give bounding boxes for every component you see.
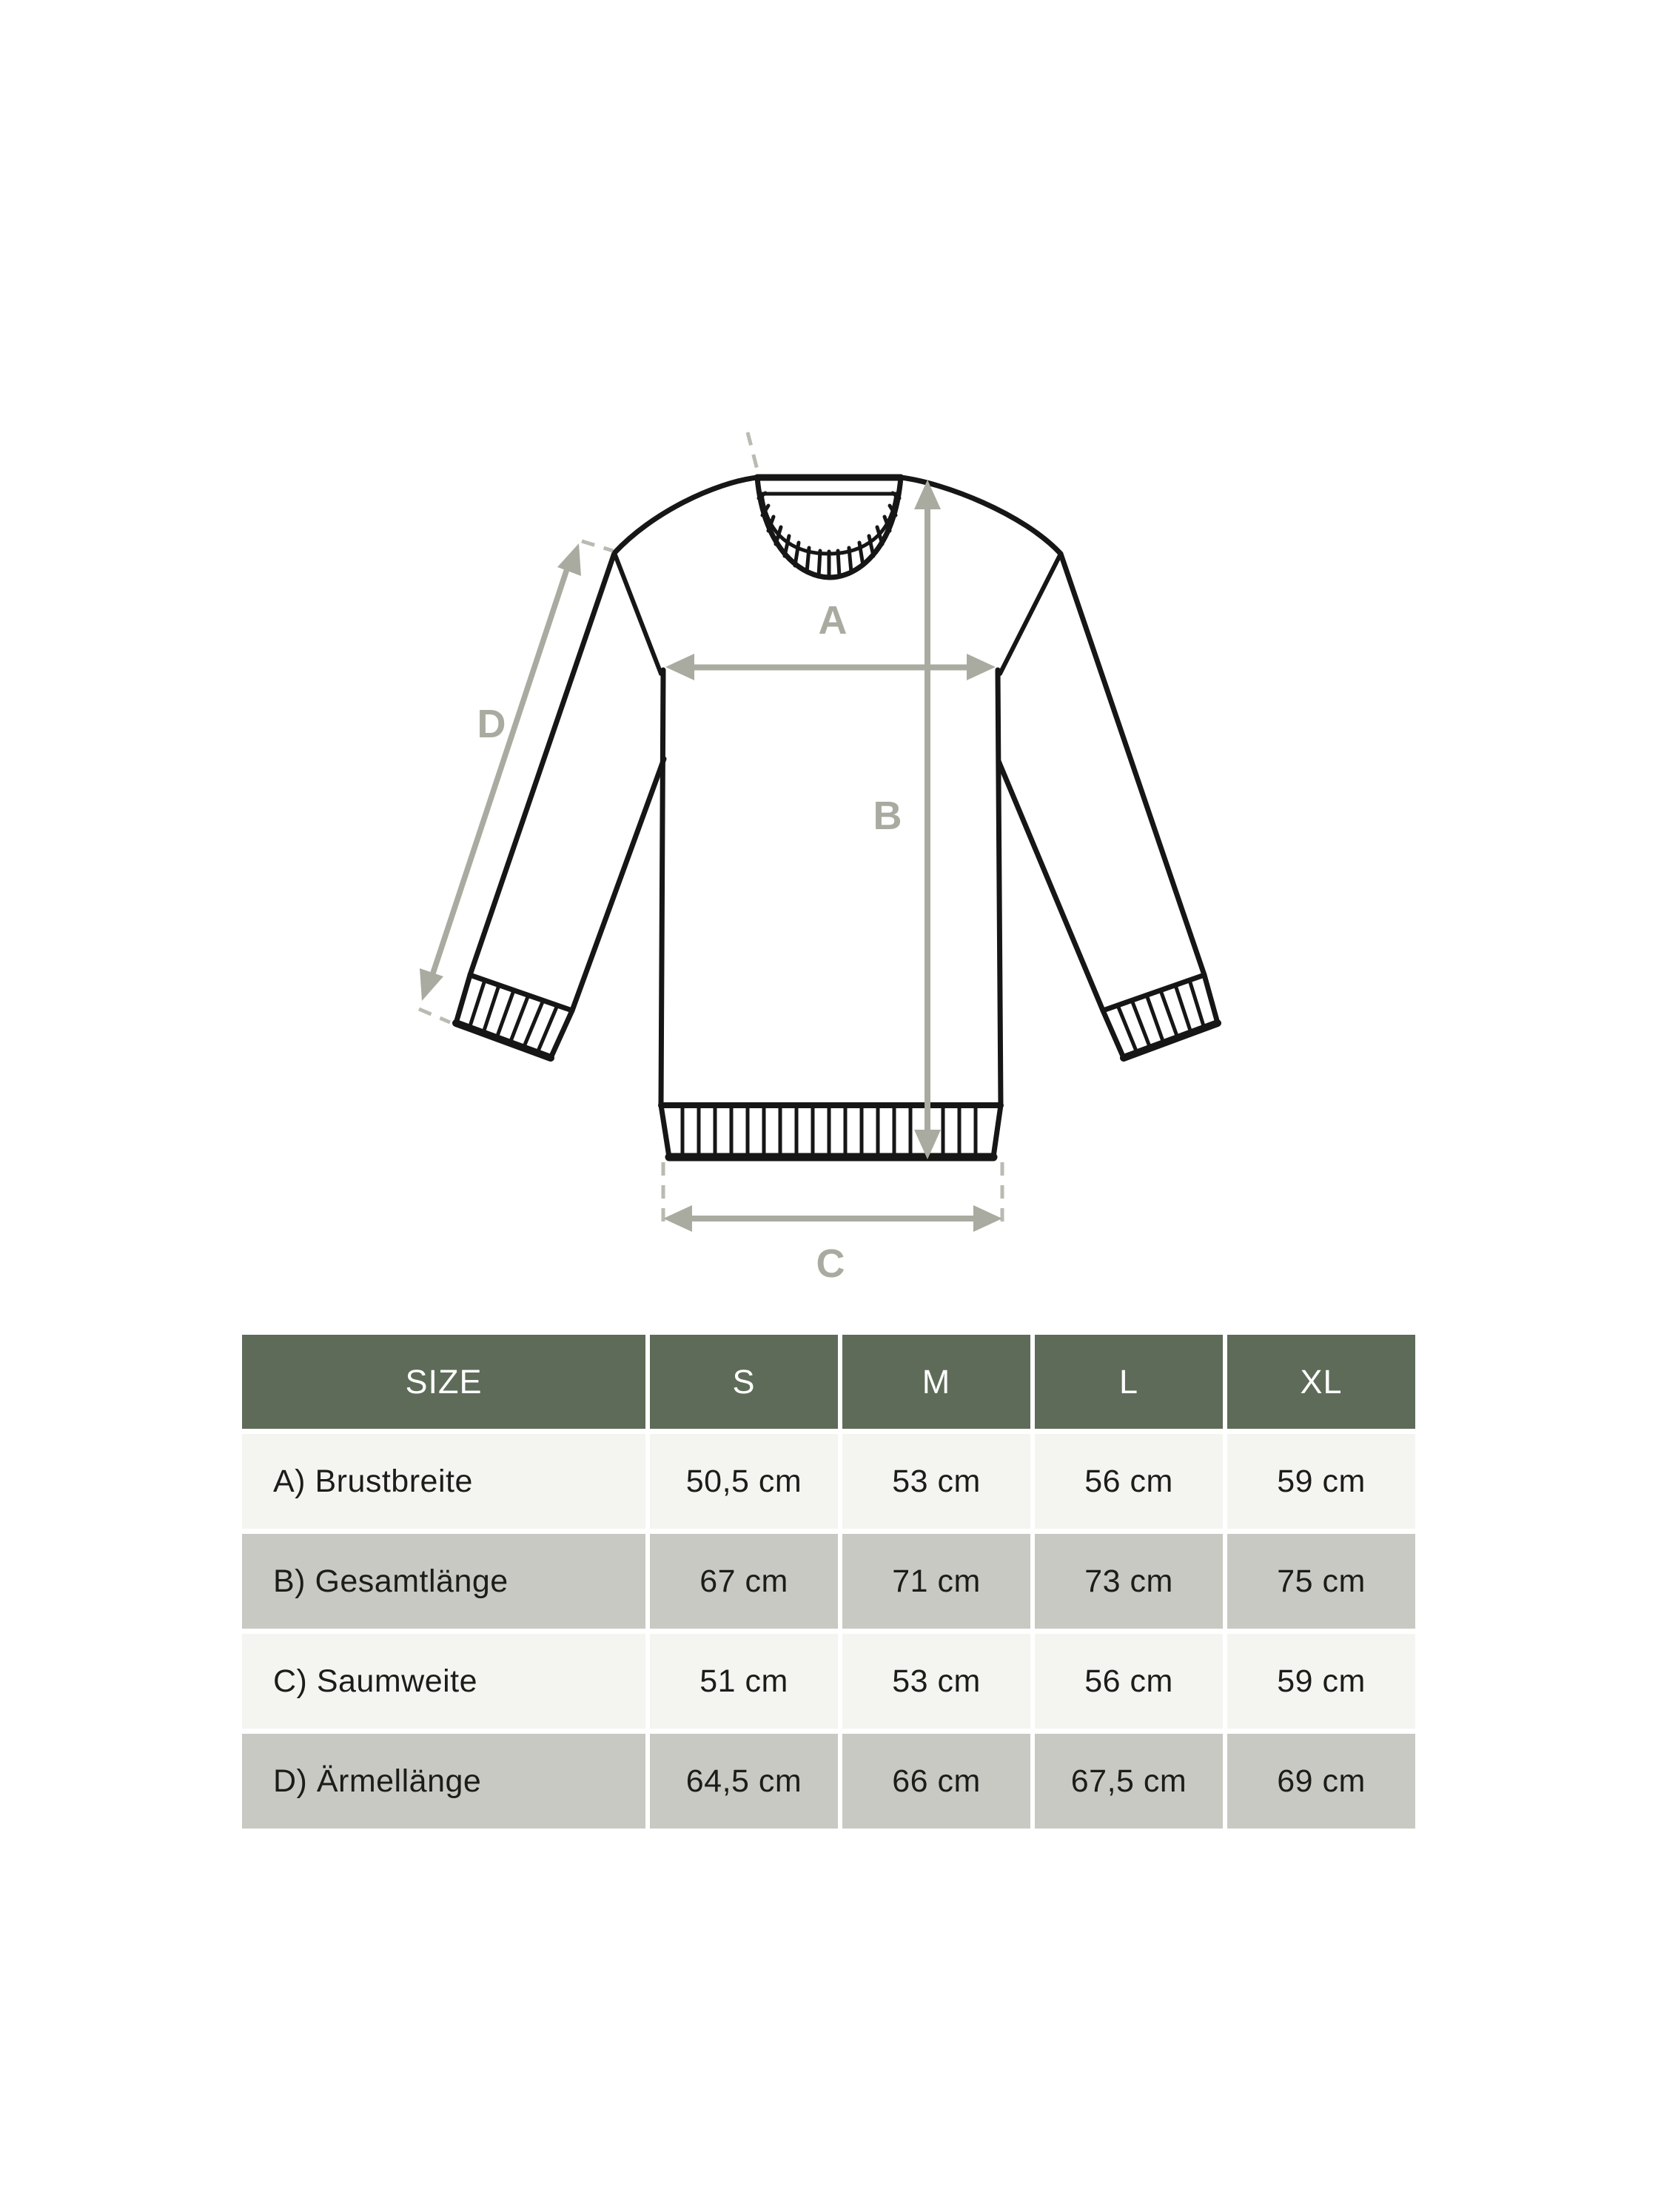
value-sleeve-length-s: 64,5 cm bbox=[650, 1734, 838, 1829]
size-table-header-xl: XL bbox=[1227, 1335, 1415, 1429]
right-sleeve-inner bbox=[999, 761, 1103, 1011]
value-hem-width-xl: 59 cm bbox=[1227, 1634, 1415, 1729]
left-shoulder-seam bbox=[614, 553, 661, 674]
sweater-outline bbox=[456, 477, 1218, 1157]
value-hem-width-l: 56 cm bbox=[1035, 1634, 1223, 1729]
value-sleeve-length-l: 67,5 cm bbox=[1035, 1734, 1223, 1829]
size-table-header-m: M bbox=[842, 1335, 1030, 1429]
label-a: A bbox=[818, 598, 848, 643]
size-table bbox=[242, 1335, 1415, 1829]
value-hem-width-m: 53 cm bbox=[842, 1634, 1030, 1729]
right-shoulder-seam bbox=[1000, 554, 1061, 674]
body-right-edge bbox=[998, 670, 1001, 1105]
row-label-chest-width: A) Brustbreite bbox=[242, 1434, 645, 1529]
row-label-hem-width: C) Saumweite bbox=[242, 1634, 645, 1729]
hem-band bbox=[661, 1105, 1001, 1157]
arrow-d-sleeve-length bbox=[420, 543, 581, 1001]
row-label-sleeve-length: D) Ärmellänge bbox=[242, 1734, 645, 1829]
value-sleeve-length-m: 66 cm bbox=[842, 1734, 1030, 1829]
collar bbox=[757, 477, 901, 577]
left-cuff bbox=[456, 975, 572, 1058]
value-chest-width-l: 56 cm bbox=[1035, 1434, 1223, 1529]
value-total-length-xl: 75 cm bbox=[1227, 1534, 1415, 1629]
label-d: D bbox=[477, 702, 506, 746]
value-chest-width-m: 53 cm bbox=[842, 1434, 1030, 1529]
cuff-dashed-tick bbox=[419, 1009, 450, 1022]
label-c: C bbox=[816, 1241, 845, 1286]
collar-dashed-stub bbox=[748, 432, 759, 475]
value-sleeve-length-xl: 69 cm bbox=[1227, 1734, 1415, 1829]
value-total-length-m: 71 cm bbox=[842, 1534, 1030, 1629]
arrow-a-chest-width bbox=[665, 654, 996, 680]
collar-ribbing bbox=[759, 493, 899, 577]
value-total-length-s: 67 cm bbox=[650, 1534, 838, 1629]
shoulder-dashed-tick bbox=[582, 541, 613, 551]
value-total-length-l: 73 cm bbox=[1035, 1534, 1223, 1629]
right-sleeve-outer bbox=[1061, 554, 1204, 975]
size-table-header-l: L bbox=[1035, 1335, 1223, 1429]
left-sleeve-inner bbox=[572, 759, 664, 1011]
dashed-guides bbox=[419, 432, 1002, 1229]
arrow-b-total-length bbox=[914, 480, 941, 1159]
right-cuff bbox=[1103, 975, 1218, 1058]
left-shoulder bbox=[614, 477, 757, 553]
left-sleeve-outer bbox=[470, 553, 614, 975]
body-left-edge bbox=[661, 670, 663, 1105]
value-chest-width-s: 50,5 cm bbox=[650, 1434, 838, 1529]
value-hem-width-s: 51 cm bbox=[650, 1634, 838, 1729]
size-table-header-size: SIZE bbox=[242, 1335, 645, 1429]
value-chest-width-xl: 59 cm bbox=[1227, 1434, 1415, 1529]
measure-labels bbox=[477, 598, 902, 1286]
arrow-c-hem-width bbox=[663, 1205, 1002, 1232]
size-table-header-s: S bbox=[650, 1335, 838, 1429]
row-label-total-length: B) Gesamtlänge bbox=[242, 1534, 645, 1629]
label-b: B bbox=[873, 794, 902, 838]
measurement-arrows bbox=[420, 480, 1002, 1286]
